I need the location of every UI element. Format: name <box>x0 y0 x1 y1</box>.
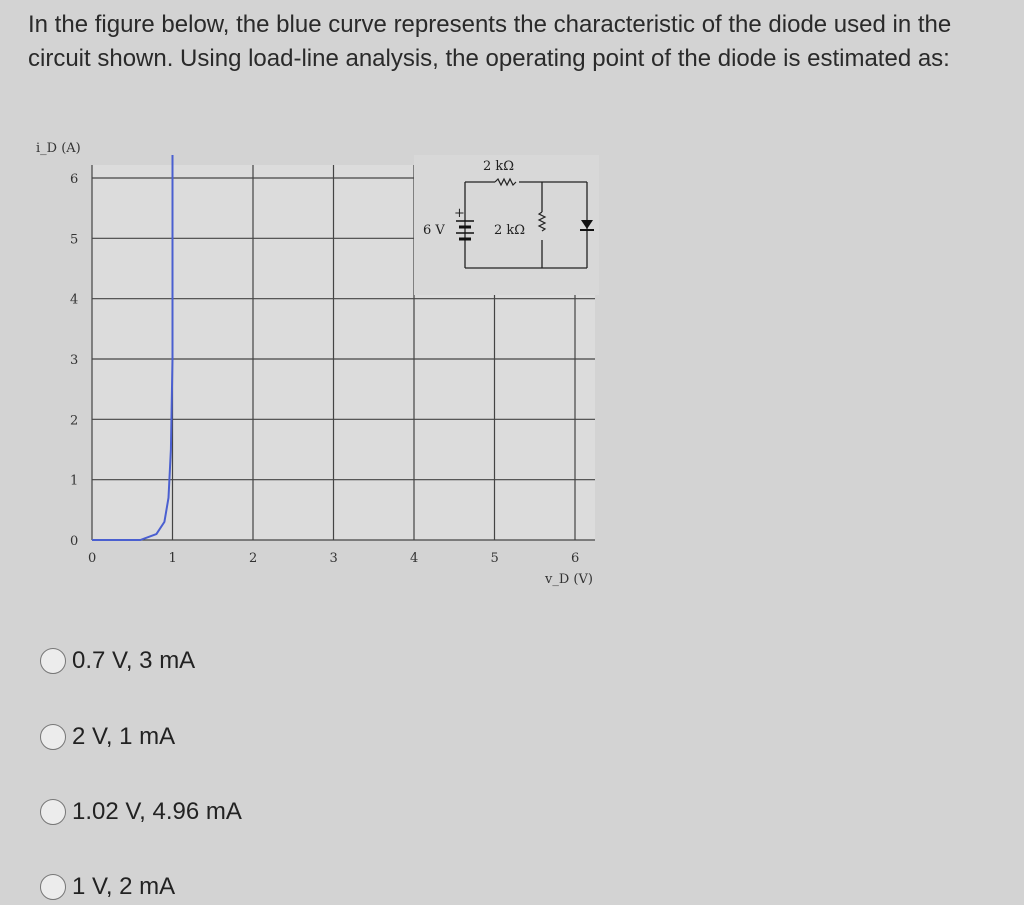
option-label: 1.02 V, 4.96 mA <box>72 798 242 825</box>
series-resistor-label: 2 kΩ <box>483 159 515 174</box>
radio-button[interactable] <box>40 874 66 900</box>
y-tick-label: 0 <box>70 534 79 549</box>
y-tick-label: 3 <box>70 353 79 368</box>
x-tick-label: 0 <box>88 551 97 566</box>
x-tick-label: 4 <box>410 551 419 566</box>
y-tick-label: 1 <box>70 473 79 489</box>
option-2[interactable] <box>40 723 175 751</box>
y-tick-label: 4 <box>70 292 79 308</box>
radio-button[interactable] <box>40 648 66 674</box>
option-label: 2 V, 1 mA <box>72 723 176 750</box>
radio-button[interactable] <box>40 799 66 825</box>
y-axis-label: i_D (A) <box>36 141 81 156</box>
option-label: 0.7 V, 3 mA <box>72 647 196 674</box>
x-tick-label: 6 <box>571 551 580 566</box>
circuit-diagram <box>414 155 599 295</box>
question-text: In the figure below, the blue curve represents the characteristic of the diode used in the circuit shown. Using load-line analysis, the operating point of the diode is estimated as: <box>28 11 952 72</box>
option-1[interactable] <box>40 647 195 675</box>
source-label: 6 V <box>423 223 445 238</box>
y-tick-label: 2 <box>70 413 79 429</box>
option-3[interactable] <box>40 798 242 826</box>
x-axis-label: v_D (V) <box>545 572 593 587</box>
plus-sign: + <box>454 206 465 221</box>
x-tick-label: 2 <box>249 551 258 566</box>
shunt-resistor-label: 2 kΩ <box>494 223 526 238</box>
x-tick-label: 1 <box>168 551 177 566</box>
option-label: 1 V, 2 mA <box>72 873 176 900</box>
radio-button[interactable] <box>40 724 66 750</box>
y-tick-label: 6 <box>70 172 79 187</box>
x-tick-label: 5 <box>490 551 499 566</box>
option-4[interactable] <box>40 873 175 901</box>
x-tick-label: 3 <box>329 551 338 566</box>
y-tick-label: 5 <box>70 232 79 248</box>
